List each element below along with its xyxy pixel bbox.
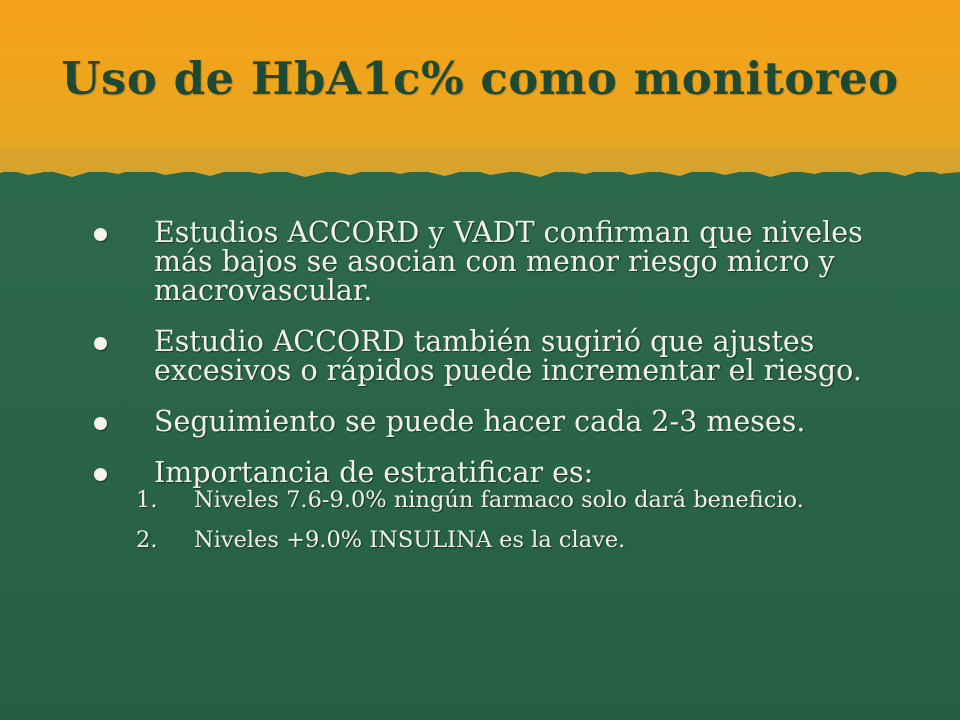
item-number: 1. xyxy=(136,487,158,513)
bullet-dot-icon xyxy=(94,468,107,481)
numbered-sub-list xyxy=(136,489,908,552)
bullet-dot-icon xyxy=(94,228,107,241)
bullet-item xyxy=(88,407,908,436)
bullet-item xyxy=(88,458,908,487)
item-number: 2. xyxy=(136,527,158,553)
bullet-list xyxy=(88,218,908,569)
item-text: Niveles 7.6-9.0% ningún farmaco solo dará beneficio. xyxy=(194,487,804,513)
header-torn-edge xyxy=(0,150,960,190)
numbered-item xyxy=(136,489,908,512)
bullet-text: Estudios ACCORD y VADT confirman que niveles más bajos se asocian con menor riesgo micro y macrovascular. xyxy=(154,216,863,307)
numbered-item xyxy=(136,529,908,552)
bullet-dot-icon xyxy=(94,417,107,430)
bullet-item xyxy=(88,327,908,385)
item-text: Niveles +9.0% INSULINA es la clave. xyxy=(194,527,626,553)
bullet-text: Estudio ACCORD también sugirió que ajustes excesivos o rápidos puede incrementar el riesgo. xyxy=(154,325,862,387)
bullet-text: Importancia de estratificar es: xyxy=(154,456,594,489)
slide-title: Uso de HbA1c% como monitoreo xyxy=(61,52,899,105)
bullet-dot-icon xyxy=(94,337,107,350)
bullet-item xyxy=(88,218,908,305)
bullet-text: Seguimiento se puede hacer cada 2-3 meses. xyxy=(154,405,806,438)
